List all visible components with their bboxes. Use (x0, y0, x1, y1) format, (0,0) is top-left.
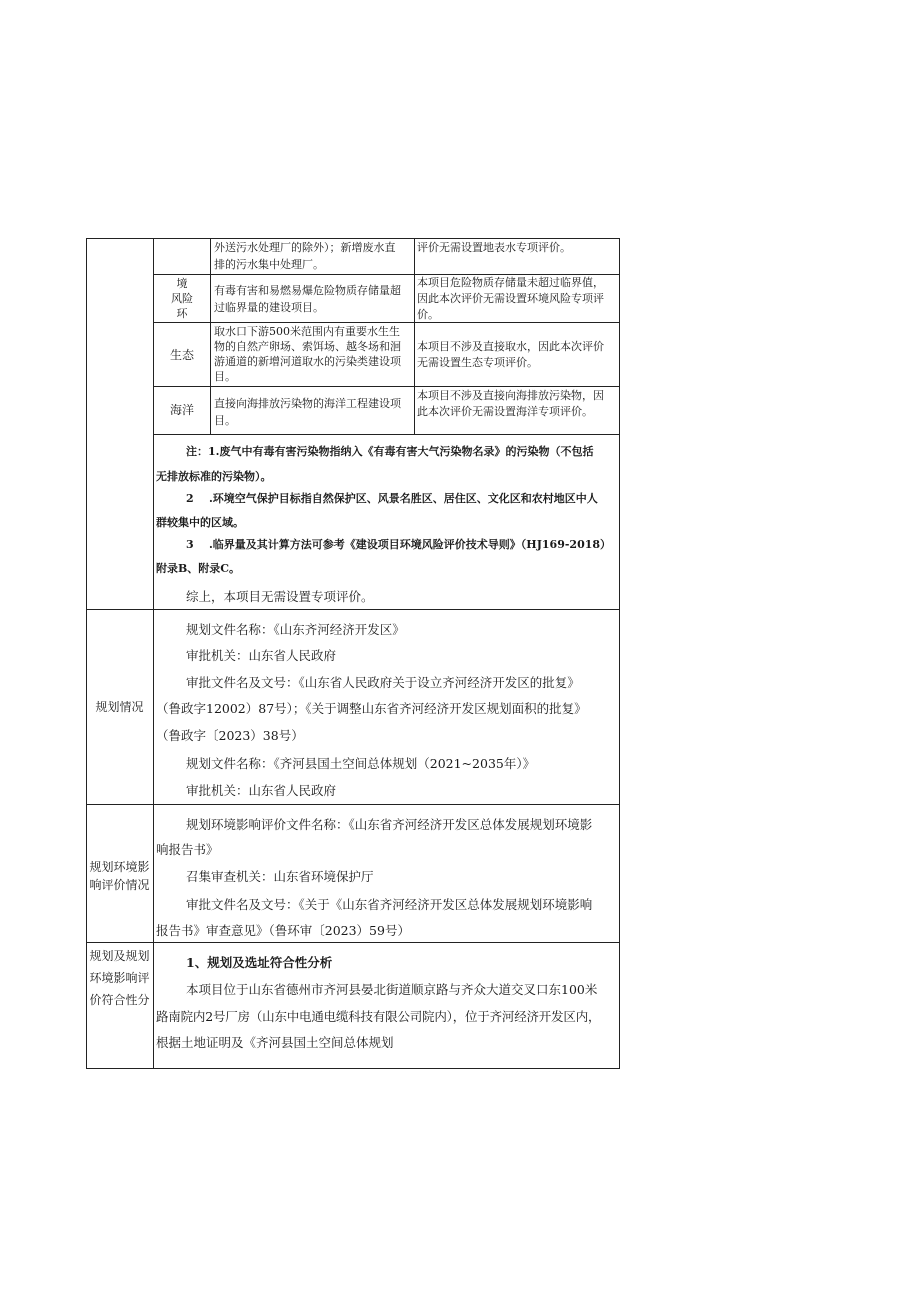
document-table (86, 238, 620, 1069)
compliance-line: 路南院内2号厂房（山东中电通电缆科技有限公司院内），位于齐河经济开发区内， (156, 1009, 601, 1024)
row2-category-line: 风险 (171, 292, 193, 305)
eia-label-line: 规划环境影 (89, 860, 150, 874)
compliance-label-line: 价符合性分 (89, 993, 150, 1007)
rule-row4 (153, 434, 620, 435)
note-line: 无排放标准的污染物）。 (156, 470, 272, 483)
row4-category: 海洋 (169, 403, 194, 417)
row3-requirement-line: 游通道的新增河道取水的污染类建设项 (214, 355, 401, 368)
compliance-heading: 1、规划及选址符合性分析 (186, 955, 333, 970)
note-line: 附录B、附录C。 (156, 562, 241, 575)
row1-requirement-line: 排的污水集中处理厂。 (214, 258, 324, 271)
rule-eia (86, 804, 620, 805)
rule-left (86, 238, 87, 1069)
row3-requirement-line: 取水口下游500米范围内有重要水生生 (214, 325, 400, 338)
eia-label-line: 响评价情况 (89, 878, 150, 892)
planning-line: 审批文件名及文号：《山东省人民政府关于设立齐河经济开发区的批复》 (186, 675, 580, 690)
planning-line: （鲁政字〔2023）38号） (156, 728, 304, 743)
note-line: 2 .环境空气保护目标指自然保护区、风景名胜区、居住区、文化区和农村地区中人 (186, 492, 598, 505)
compliance-line: 本项目位于山东省德州市齐河县晏北街道顺京路与齐众大道交叉口东100米 (186, 982, 598, 997)
row2-conclusion-line: 本项目危险物质存储量未超过临界值， (417, 276, 604, 289)
rule-bottom (86, 1068, 620, 1069)
row3-requirement-line: 物的自然产卵场、索饵场、越冬场和洄 (214, 340, 401, 353)
eia-line: 规划环境影响评价文件名称：《山东省齐河经济开发区总体发展规划环境影 (186, 817, 593, 832)
row3-category: 生态 (169, 348, 194, 362)
planning-line: 审批机关：山东省人民政府 (186, 783, 337, 798)
row4-conclusion-line: 本项目不涉及直接向海排放污染物，因 (417, 389, 604, 402)
planning-line: 规划文件名称：《齐河县国土空间总体规划（2021~2035年）》 (186, 756, 536, 771)
row1-conclusion-line: 评价无需设置地表水专项评价。 (417, 241, 571, 254)
row3-requirement-line: 目。 (214, 370, 236, 383)
rule-col3 (414, 238, 415, 434)
row2-conclusion-line: 价。 (417, 308, 439, 321)
eia-line: 召集审查机关：山东省环境保护厅 (186, 869, 374, 884)
eia-line: 审批文件名及文号：《关于《山东省齐河经济开发区总体发展规划环境影响 (186, 897, 593, 912)
rule-col2 (210, 238, 211, 434)
row2-conclusion-line: 因此本次评价无需设置环境风险专项评 (417, 292, 604, 305)
row3-conclusion-line: 本项目不涉及直接取水，因此本次评价 (417, 340, 604, 353)
eia-line: 响报告书》 (156, 842, 219, 857)
note-line: 群较集中的区域。 (156, 516, 244, 529)
summary-text: 综上，本项目无需设置专项评价。 (186, 589, 374, 604)
row1-requirement-line: 外送污水处理厂的除外）；新增废水直 (214, 241, 396, 254)
planning-line: （鲁政字12002）87号）；《关于调整山东省齐河经济开发区规划面积的批复》 (156, 701, 587, 716)
compliance-label-line: 规划及规划 (89, 949, 150, 963)
row4-requirement-line: 目。 (214, 414, 236, 427)
eia-line: 报告书》审查意见》（鲁环审〔2023）59号） (156, 923, 410, 938)
row2-requirement-line: 有毒有害和易燃易爆危险物质存储量超 (214, 284, 401, 297)
compliance-label-line: 环境影响评 (89, 971, 150, 985)
row4-requirement-line: 直接向海排放污染物的海洋工程建设项 (214, 397, 401, 410)
compliance-line: 根据土地证明及《齐河县国土空间总体规划 (156, 1035, 394, 1050)
planning-line: 审批机关：山东省人民政府 (186, 648, 337, 663)
planning-line: 规划文件名称：《山东齐河经济开发区》 (186, 622, 405, 637)
note-line: 注：1.废气中有毒有害污染物指纳入《有毒有害大气污染物名录》的污染物（不包括 (186, 445, 594, 458)
row2-category-line: 环 (176, 307, 188, 320)
row2-requirement-line: 过临界量的建设项目。 (214, 301, 324, 314)
row4-conclusion-line: 此本次评价无需设置海洋专项评价。 (417, 405, 593, 418)
planning-label: 规划情况 (95, 700, 144, 714)
row2-category-line: 境 (176, 277, 188, 290)
note-line: 3 .临界量及其计算方法可参考《建设项目环境风险评价技术导则》（HJ169-2018） (186, 538, 612, 551)
rule-right (619, 238, 620, 1069)
row3-conclusion-line: 无需设置生态专项评价。 (417, 356, 538, 369)
